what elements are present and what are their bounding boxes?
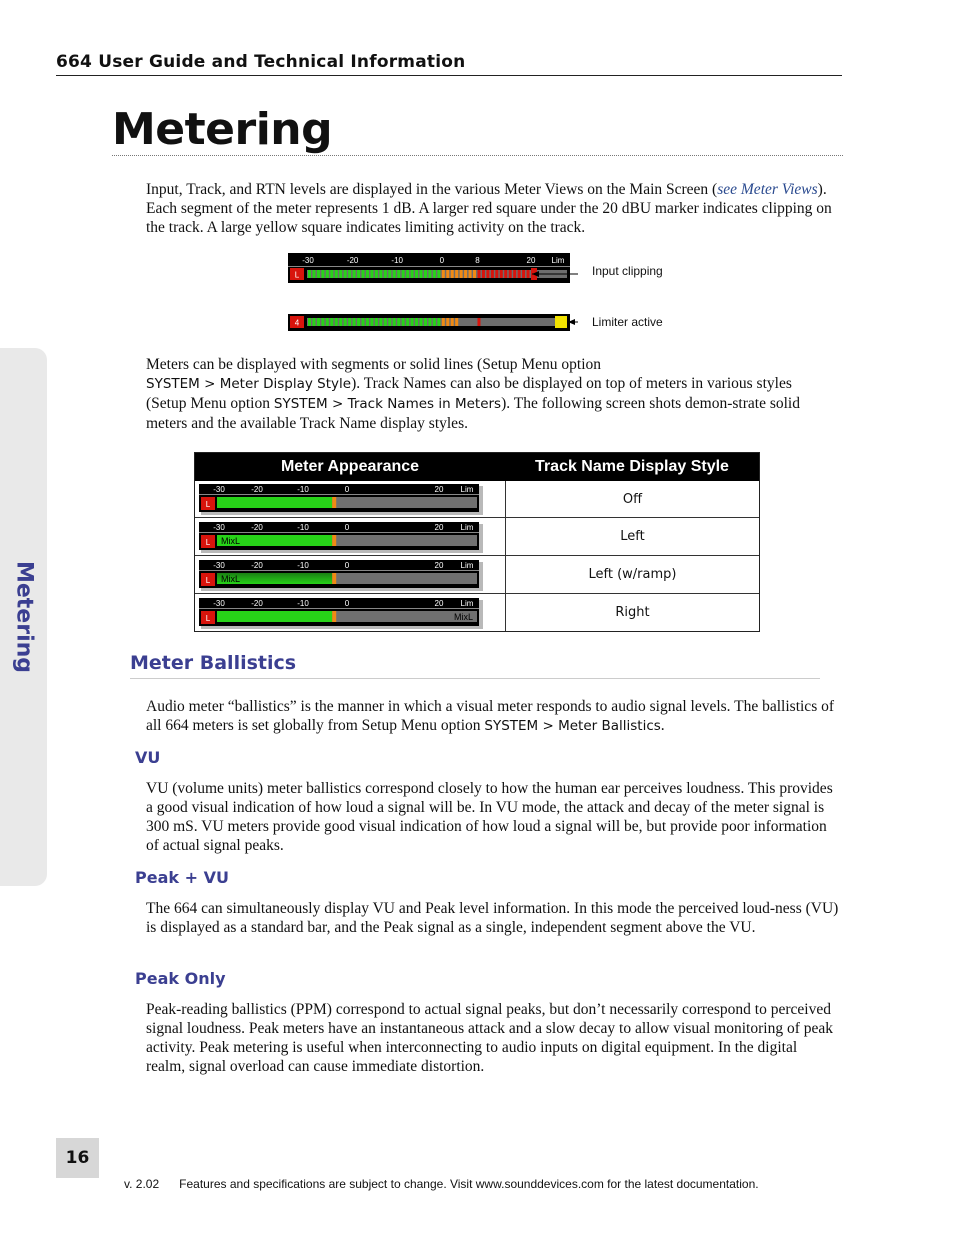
meter-segment [428,270,431,278]
meter-segment [362,270,365,278]
table-cell-style-right: Right [615,605,650,620]
side-tab-label: Metering [11,560,36,674]
meter-segment [321,270,324,278]
meter-peak [332,573,336,584]
footer-note: Features and specifications are subject to change. Visit www.sounddevices.com for the latest documentation. [179,1177,759,1191]
meter-segment [433,270,436,278]
intro-text: Input, Track, and RTN levels are displayed in the various Meter Views on the Main Screen ( [146,181,718,198]
meter-segment [518,270,521,278]
table-row-meter [199,560,489,596]
meter-segment [330,318,333,326]
meter-fill [217,611,332,622]
meter-segment [370,270,373,278]
table-header-track-name-style: Track Name Display Style [505,453,759,481]
section-rule [130,678,820,679]
meter-segment [375,270,378,278]
intro-paragraph [146,180,840,237]
meter-segment [348,270,351,278]
meter-scale-line [199,570,479,571]
meter-segment [353,270,356,278]
meter-segment [504,270,507,278]
meter-scale-label: -20 [251,485,263,494]
page-title: Metering [112,104,333,155]
menu-option-meter-ballistics: SYSTEM > Meter Ballistics [484,718,661,734]
meter-segment [415,318,418,326]
meter-scale-label: 20 [526,256,536,265]
meter-segment [486,270,489,278]
meter-badge-label: 4 [294,318,300,328]
meter-segment [393,318,396,326]
meter-segment [321,318,324,326]
meter-peak [332,535,336,546]
limit-indicator [555,316,567,328]
meter-scale-label: 0 [439,256,445,265]
table-cell-style-left-ramp: Left (w/ramp) [588,567,677,582]
meter-segment [317,318,320,326]
meter-scale-label: -30 [213,561,225,570]
meter-scale-label: -20 [251,599,263,608]
meter-scale-label: Lim [551,256,565,265]
meter-scale-label: Lim [460,523,474,532]
meter-table [194,452,760,632]
meter-segment [500,270,503,278]
meter-segment [509,270,512,278]
meter-segment [451,270,454,278]
see-meter-views-link[interactable]: see Meter Views [717,181,818,198]
table-cell-style-left: Left [620,529,645,544]
peak-vu-paragraph: The 664 can simultaneously display VU and Peak level information. In this mode the perceived loud-ness (VU) is displayed as a standard bar, and the Peak signal as a single, independent segment above the VU. [146,900,839,936]
meter-segment [370,318,373,326]
ballistics-intro-end: . [660,717,665,734]
meter-scale-label: 20 [434,561,444,570]
meter-segment [397,270,400,278]
table-header-meter-appearance: Meter Appearance [195,453,505,481]
segment-meter-limiter-active [288,314,578,331]
meter-segment [495,270,498,278]
meter-badge-label: L [205,576,211,585]
meter-segment [446,318,449,326]
meter-display-paragraph [146,355,836,433]
side-tab [0,348,47,886]
meter-segment [477,270,480,278]
meter-fill [217,497,332,508]
table-row-meter [199,598,489,634]
meter-segment [411,318,414,326]
meter-segment [308,270,311,278]
meter-scale-label: 20 [434,599,444,608]
meter-segment [366,270,369,278]
meter-scale-label: -10 [297,485,309,494]
meter-segment [330,270,333,278]
meter-badge-label: L [205,538,211,547]
table-row-meter [199,484,489,520]
meter-segment [437,318,440,326]
meter-scale-label: -10 [297,599,309,608]
meter-segment [312,318,315,326]
heading-vu: VU [135,748,161,767]
meter-scale-label: Lim [460,599,474,608]
meter-segment [366,318,369,326]
meter-track-name: MixL [221,536,241,546]
meter-peak [332,497,336,508]
meter-scale-label: -20 [251,523,263,532]
meter-segment [424,270,427,278]
meter-scale-label: -20 [251,561,263,570]
meter-segment [326,318,329,326]
meter-badge-label: L [205,614,211,623]
meter-scale-label: -30 [213,599,225,608]
meter-segment [344,318,347,326]
meter-segment [308,318,311,326]
meter-segment [527,270,530,278]
segment-meters-figure [288,253,578,333]
meter-scale-label: 0 [344,523,350,532]
meter-scale-line [288,266,570,267]
meter-segment [491,270,494,278]
table-row-meter [199,522,489,558]
meter-scale-label: -20 [346,256,359,265]
meter-segment [379,318,382,326]
meter-segment [455,318,458,326]
meter-segment [402,318,405,326]
meter-segment [402,270,405,278]
meter-scale-label: -10 [297,523,309,532]
meter-segment [451,318,454,326]
meter-label-limiter-active: Limiter active [592,315,663,329]
meter-scale-label: 0 [344,485,350,494]
meter-segment [522,270,525,278]
segment-meter-input-clipping [288,253,578,283]
paragraph2-text-2: ). Track Names can also be displayed on top of meters in various styles (Setup Menu option [146,375,792,412]
meter-segment [460,270,463,278]
page-number: 16 [56,1138,99,1178]
meter-scale-label: 8 [475,256,480,265]
title-rule [112,155,843,156]
meter-label-input-clipping: Input clipping [592,264,663,278]
meter-segment [437,270,440,278]
meter-segment [420,270,423,278]
meter-segment [326,270,329,278]
paragraph2-text-3: ). The following screen shots demon-strate solid meters and the available Track Name display styles. [146,395,800,432]
meter-segment [388,318,391,326]
meter-segment [446,270,449,278]
meter-segment [415,270,418,278]
meter-segment [473,270,476,278]
meter-segment [477,318,480,326]
meter-segment [317,270,320,278]
meter-segment [379,270,382,278]
meter-scale-line [199,608,479,609]
peak-only-paragraph: Peak-reading ballistics (PPM) correspond to actual signal peaks, but don’t necessarily correspond to perceived signal loudness. Peak meters have an instantaneous attack and a slow decay to allow visual monitoring of peak activity. Peak metering is useful when interconnecting to audio inputs on digital equipment. In the digital realm, signal overload can cause immediate distortion. [146,1001,833,1075]
meter-segment [411,270,414,278]
heading-meter-ballistics: Meter Ballistics [130,652,297,674]
meter-scale-label: -30 [213,523,225,532]
meter-segment [393,270,396,278]
meter-scale-label: -10 [391,256,403,265]
meter-segment [335,270,338,278]
ballistics-intro-text: Audio meter “ballistics” is the manner in which a visual meter responds to audio signal levels. The ballistics of all 664 meters is set globally from Setup Menu option [146,698,835,734]
meter-scale-label: -30 [213,485,225,494]
running-header: 664 User Guide and Technical Information [56,52,466,72]
table-cell-style-off: Off [622,492,643,507]
meter-scale-label: -30 [302,256,314,265]
meter-badge-label: L [294,270,300,280]
meter-segment [312,270,315,278]
meter-segment [513,270,516,278]
meter-segment [469,270,472,278]
menu-option-track-names: SYSTEM > Track Names in Meters [273,396,502,412]
meter-segment [455,270,458,278]
meter-segment [428,318,431,326]
meter-segment [344,270,347,278]
meter-segment [384,318,387,326]
meter-scale-label: -10 [297,561,309,570]
meter-scale-line [199,532,479,533]
ballistics-intro-paragraph [146,697,836,736]
meter-scale-label: 0 [344,561,350,570]
meter-segment [388,270,391,278]
meter-segment [442,270,445,278]
paragraph2-text-1: Meters can be displayed with segments or solid lines (Setup Menu option [146,356,602,373]
meter-scale-label: Lim [460,561,474,570]
meter-scale-label: 0 [344,599,350,608]
vu-paragraph: VU (volume units) meter ballistics correspond closely to how the human ear perceives loudness. This provides a good visual indication of how loud a signal will be. In VU mode, the attack and decay of the meter signal is 300 mS. VU meters provide good visual indication of how loud a signal will be, but provide poor information of actual signal peaks. [146,780,833,854]
meter-scale-label: 20 [434,523,444,532]
meter-track-name: MixL [221,574,241,584]
meter-segment [375,318,378,326]
meter-peak [332,611,336,622]
meter-scale-label: 20 [434,485,444,494]
meter-segment [406,318,409,326]
meter-segment [357,270,360,278]
footer-version: v. 2.02 [124,1177,160,1191]
heading-peak-only: Peak Only [135,969,226,988]
meter-segment [464,270,467,278]
meter-segment [339,318,342,326]
meter-segment [406,270,409,278]
meter-segment [362,318,365,326]
meter-segment [384,270,387,278]
meter-segment [353,318,356,326]
meter-segment [335,318,338,326]
meter-segment [348,318,351,326]
meter-scale-label: Lim [460,485,474,494]
meter-badge-label: L [205,500,211,509]
meter-scale-line [199,494,479,495]
meter-segment [397,318,400,326]
meter-segment [433,318,436,326]
heading-peak-vu: Peak + VU [135,868,229,887]
intro-text-2: ). Each segment of the meter represents 1 dB. A larger red square under the 20 dBU marker indicates clipping on the track. A large yellow square indicates limiting activity on the track. [146,181,832,236]
footer [124,1177,759,1191]
meter-segment [357,318,360,326]
meter-segment [420,318,423,326]
meter-segment [339,270,342,278]
meter-segment [442,318,445,326]
header-rule [56,75,842,76]
meter-track-name: MixL [453,612,473,622]
meter-segment [482,270,485,278]
meter-segment [424,318,427,326]
menu-option-meter-display-style: SYSTEM > Meter Display Style [146,376,352,392]
